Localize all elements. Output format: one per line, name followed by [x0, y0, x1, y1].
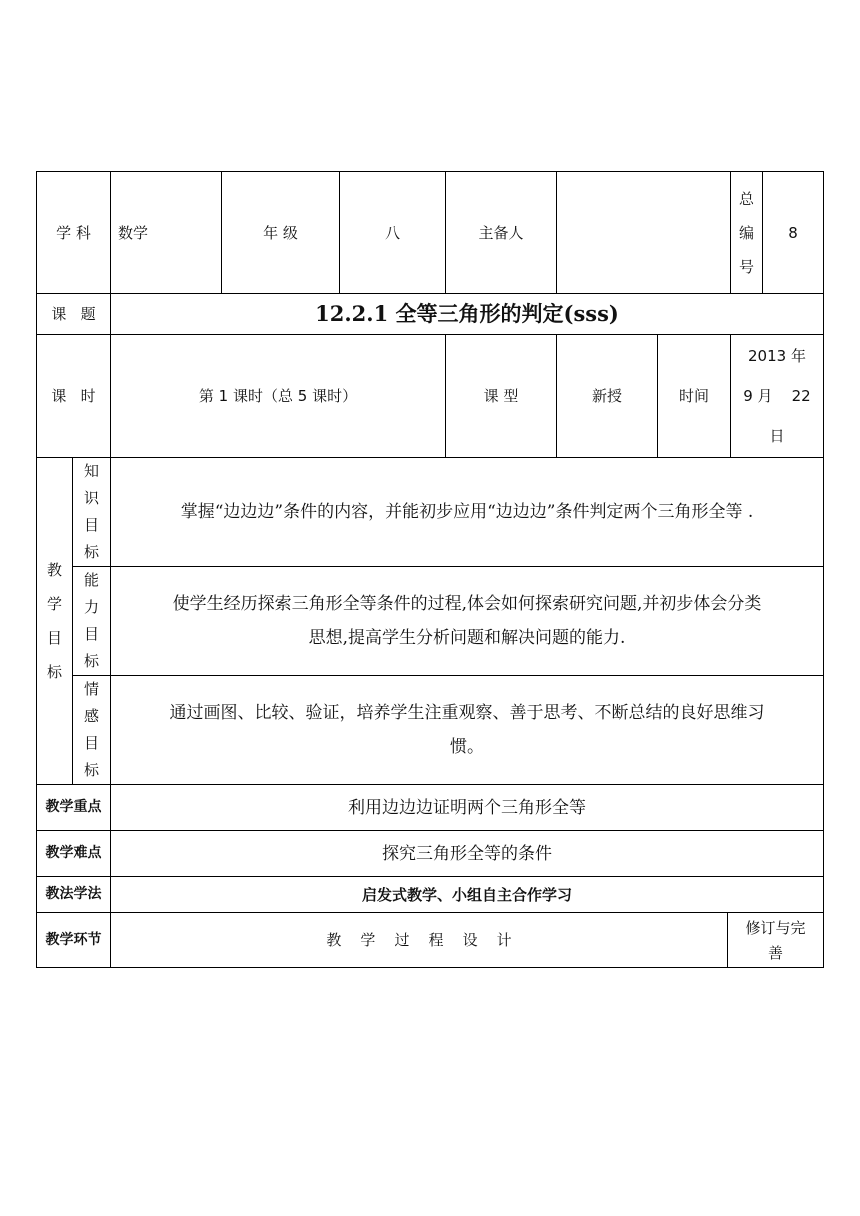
- total-number-char: 编: [738, 223, 754, 242]
- knowledge-char: 标: [83, 543, 99, 561]
- emotion-text-line: 通过画图、比较、验证，培养学生注重观察、善于思考、不断总结的良好思维习: [169, 703, 765, 723]
- date-year: 2013 年: [748, 347, 806, 365]
- emotion-text-line: 惯。: [450, 737, 484, 757]
- ability-char: 能: [83, 571, 99, 589]
- total-number-char: 总: [738, 189, 754, 208]
- knowledge-char: 目: [83, 516, 99, 534]
- key-point-value: 利用边边边证明两个三角形全等: [348, 797, 586, 818]
- date-value: [731, 335, 823, 457]
- date-day-suffix: 日: [769, 427, 785, 445]
- knowledge-objective-label: [73, 458, 110, 566]
- topic-title: 12.2.1 全等三角形的判定(sss): [315, 301, 619, 327]
- lesson-type-label: 课 型: [483, 387, 519, 405]
- topic-label: 课 题: [51, 305, 96, 323]
- process-title: 教 学 过 程 设 计: [326, 931, 512, 949]
- knowledge-char: 知: [83, 462, 99, 480]
- revision-label: [728, 913, 823, 967]
- objectives-char: 标: [46, 663, 62, 681]
- table-border-bottom: [36, 967, 824, 968]
- knowledge-objective-text: 掌握“边边边”条件的内容，并能初步应用“边边边”条件判定两个三角形全等 .: [180, 502, 754, 522]
- subject-value: 数学: [118, 223, 149, 242]
- ability-char: 标: [83, 652, 99, 670]
- grade-value: 八: [384, 223, 400, 242]
- total-number-label: [731, 172, 762, 293]
- date-month-day: 9 月 22: [743, 387, 811, 405]
- method-value: 启发式教学、小组自主合作学习: [361, 885, 572, 904]
- process-label: 教学环节: [45, 931, 102, 948]
- time-label: 时间: [678, 387, 709, 405]
- objectives-char: 目: [46, 629, 62, 647]
- lead-label: 主备人: [478, 223, 524, 242]
- emotion-char: 目: [83, 734, 99, 752]
- ability-text-line: 思想,提高学生分析问题和解决问题的能力.: [308, 628, 626, 648]
- grade-label: 年 级: [263, 223, 298, 242]
- method-label: 教法学法: [45, 886, 102, 903]
- emotion-char: 标: [83, 761, 99, 779]
- table-border-right: [823, 171, 824, 968]
- ability-text-line: 使学生经历探索三角形全等条件的过程,体会如何探索研究问题,并初步体会分类: [172, 594, 762, 614]
- total-number-char: 号: [738, 257, 754, 276]
- knowledge-char: 识: [83, 489, 99, 507]
- emotion-char: 情: [83, 680, 99, 698]
- period-value: 第 1 课时（总 5 课时）: [198, 387, 358, 405]
- revision-text-line: 修订与完: [745, 919, 806, 937]
- objectives-char: 学: [46, 595, 62, 613]
- ability-objective-label: [73, 567, 110, 675]
- emotion-objective-label: [73, 676, 110, 784]
- revision-text-line: 善: [767, 944, 783, 962]
- ability-objective-text: [111, 567, 823, 675]
- lesson-type-value: 新授: [591, 387, 622, 405]
- ability-char: 力: [83, 598, 99, 616]
- emotion-objective-text: [111, 676, 823, 784]
- emotion-char: 感: [83, 707, 99, 725]
- key-point-label: 教学重点: [45, 799, 102, 816]
- total-number-value: 8: [788, 223, 798, 242]
- objectives-label: [37, 458, 72, 784]
- ability-char: 目: [83, 625, 99, 643]
- subject-label: 学 科: [56, 223, 91, 242]
- objectives-char: 教: [46, 561, 62, 579]
- difficulty-value: 探究三角形全等的条件: [382, 843, 552, 864]
- period-label: 课 时: [51, 387, 96, 405]
- difficulty-label: 教学难点: [45, 845, 102, 862]
- lead-value: [557, 172, 730, 293]
